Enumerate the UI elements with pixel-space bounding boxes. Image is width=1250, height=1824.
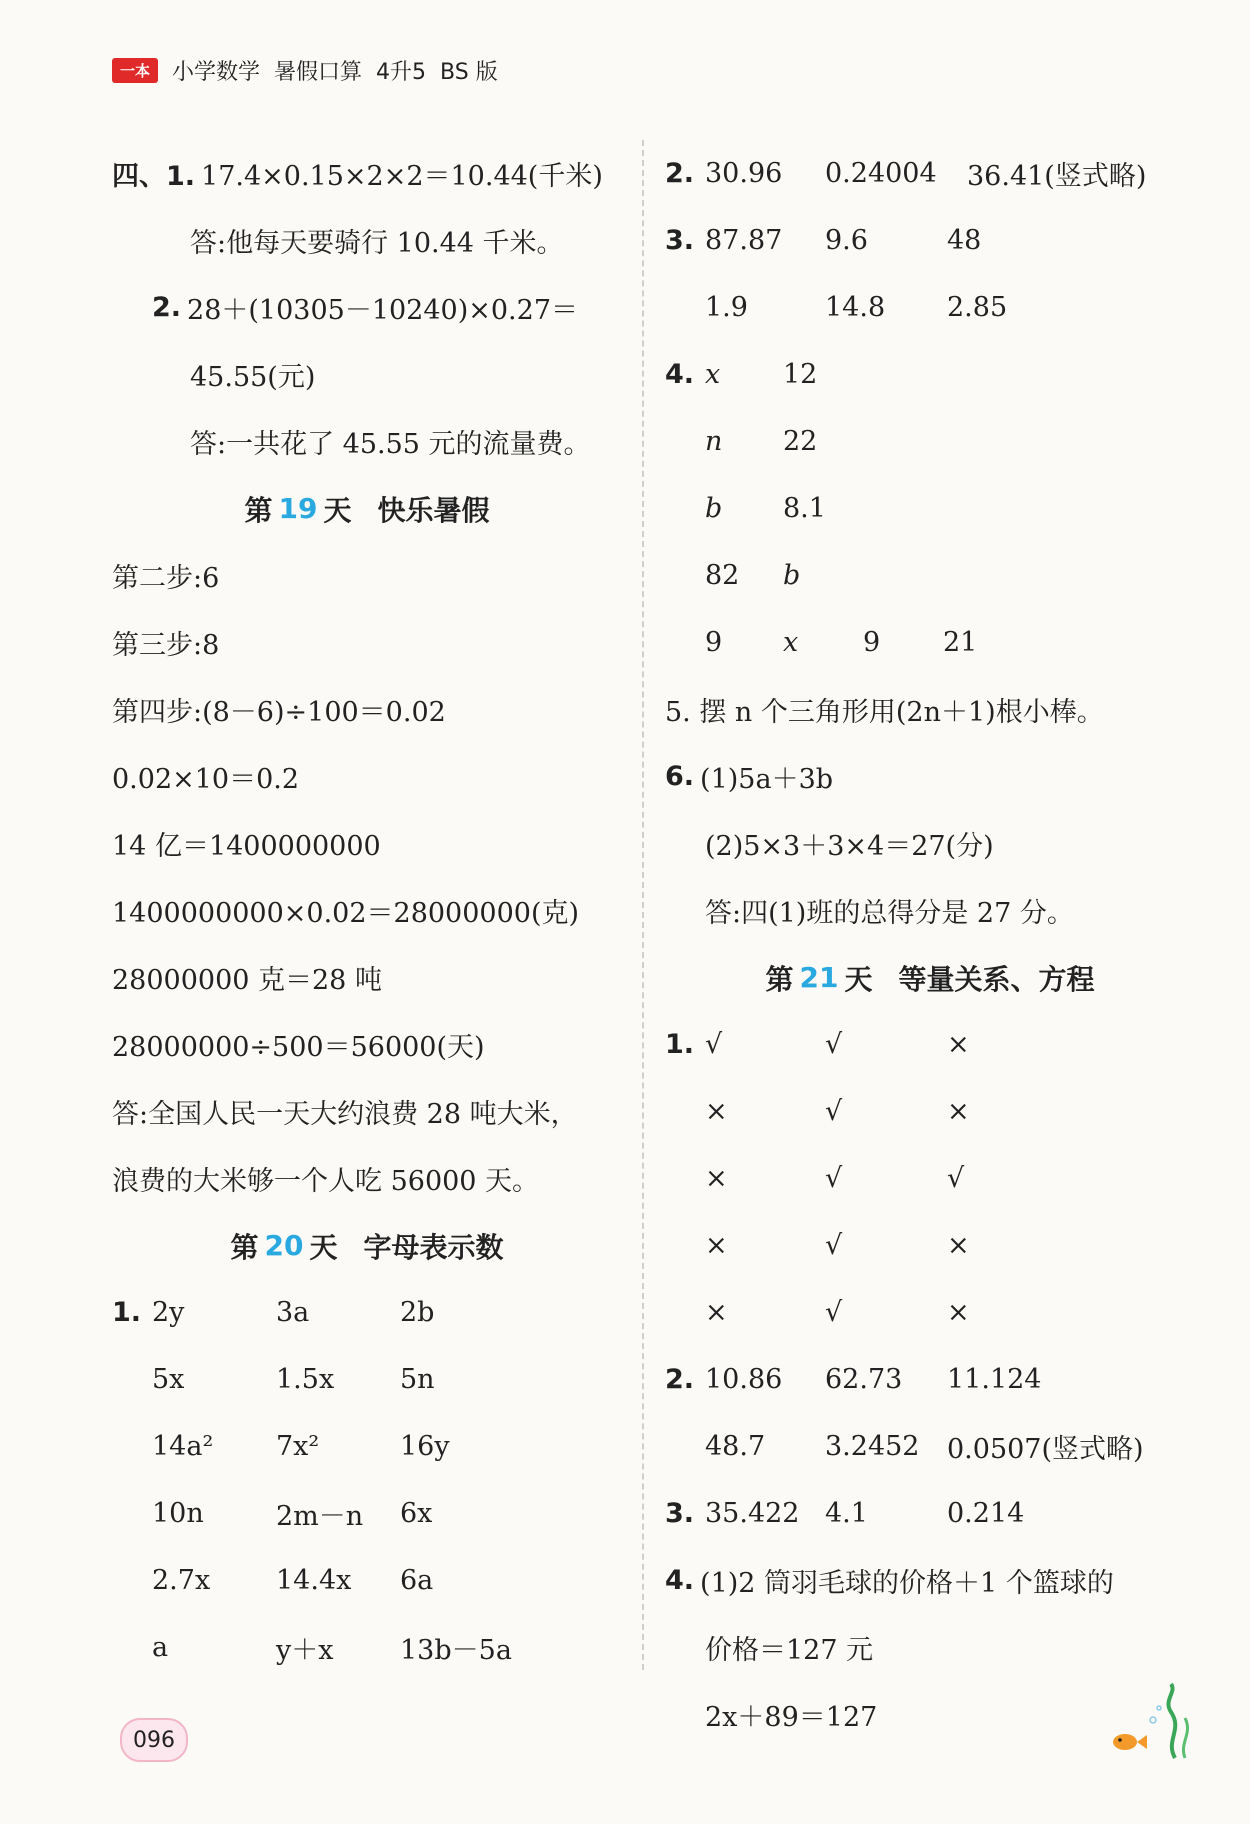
page-number — [120, 1718, 188, 1762]
answer-cell: 62.73 — [825, 1364, 903, 1395]
question-number: 四、1. — [112, 161, 196, 192]
mark-cell: × — [705, 1163, 728, 1194]
answer-line — [665, 877, 1195, 944]
answer-row — [665, 140, 1195, 207]
answer-line — [112, 1145, 622, 1212]
day-prefix: 第 — [244, 493, 273, 527]
answer-cell: y＋x — [276, 1635, 334, 1666]
answer-cell: 48 — [947, 225, 982, 256]
day-suffix: 天 — [323, 493, 352, 527]
answer-text: (1)2 筒羽毛球的价格＋1 个篮球的 — [700, 1568, 1114, 1599]
answer-cell: 13b－5a — [400, 1635, 512, 1666]
answer-cell: 16y — [400, 1431, 450, 1462]
answer-cell: n — [705, 426, 723, 457]
answer-text: 28＋(10305－10240)×0.27＝ — [187, 295, 578, 326]
day-number: 21 — [799, 961, 839, 994]
answer-line — [665, 676, 1195, 743]
answer-cell: 21 — [943, 627, 978, 658]
mark-cell: √ — [705, 1029, 723, 1060]
answer-cell: 0.214 — [947, 1498, 1025, 1529]
answer-cell: 2y — [152, 1297, 185, 1328]
answer-cell: b — [705, 493, 723, 524]
answer-line — [112, 743, 622, 810]
answer-text: 第二步:6 — [112, 563, 220, 594]
answer-row — [112, 1279, 622, 1346]
day-suffix: 天 — [309, 1230, 338, 1264]
answer-row — [112, 1480, 622, 1547]
answer-text: 浪费的大米够一个人吃 56000 天。 — [112, 1166, 540, 1197]
answer-text: 答:全国人民一天大约浪费 28 吨大米， — [112, 1099, 578, 1130]
answer-cell: x — [705, 359, 721, 390]
header-grade: 4升5 — [376, 59, 427, 85]
left-column — [112, 140, 622, 1681]
answer-text: (2)5×3＋3×4＝27(分) — [705, 831, 994, 862]
header-subject: 小学数学 — [172, 59, 261, 85]
answer-cell: 1.9 — [705, 292, 748, 323]
answer-row — [665, 1078, 1195, 1145]
answer-line — [665, 810, 1195, 877]
answer-row — [112, 1614, 622, 1681]
question-number: 1. — [665, 1029, 695, 1060]
answer-row — [112, 1413, 622, 1480]
answer-cell: 6a — [400, 1565, 434, 1596]
question-number: 3. — [665, 225, 695, 256]
answer-cell: 22 — [783, 426, 818, 457]
answer-row — [665, 1279, 1195, 1346]
mark-cell: √ — [825, 1163, 843, 1194]
page-header — [112, 52, 498, 88]
answer-line — [112, 542, 622, 609]
answer-line — [112, 1078, 622, 1145]
question-number: 2. — [665, 158, 695, 189]
answer-cell: 2.7x — [152, 1565, 211, 1596]
day-title: 快乐暑假 — [377, 493, 490, 527]
answer-text: 答:一共花了 45.55 元的流量费。 — [190, 429, 591, 460]
answer-text: 45.55(元) — [190, 362, 316, 393]
mark-cell: × — [947, 1297, 970, 1328]
answer-cell: 14.4x — [276, 1565, 352, 1596]
answer-line — [665, 1547, 1195, 1614]
answer-cell: 36.41(竖式略) — [967, 161, 1147, 192]
answer-text: 28000000 克＝28 吨 — [112, 965, 382, 996]
answer-row — [665, 1413, 1195, 1480]
mark-cell: √ — [825, 1230, 843, 1261]
question-number: 4. — [665, 359, 695, 390]
answer-cell: 30.96 — [705, 158, 783, 189]
answer-row — [665, 341, 1195, 408]
day-prefix: 第 — [230, 1230, 259, 1264]
day-number: 19 — [278, 492, 318, 525]
answer-line — [112, 944, 622, 1011]
answer-text: 17.4×0.15×2×2＝10.44(千米) — [201, 161, 603, 192]
day-suffix: 天 — [844, 962, 873, 996]
page-number-text: 096 — [133, 1727, 175, 1753]
mark-cell: √ — [825, 1029, 843, 1060]
answer-cell: 87.87 — [705, 225, 783, 256]
question-number: 2. — [665, 1364, 695, 1395]
answer-row — [665, 207, 1195, 274]
answer-row — [665, 408, 1195, 475]
mark-cell: × — [947, 1230, 970, 1261]
answer-line — [112, 877, 622, 944]
answer-row — [665, 274, 1195, 341]
answer-row — [665, 1480, 1195, 1547]
right-column — [665, 140, 1195, 1748]
answer-row — [665, 1011, 1195, 1078]
answer-text: 0.02×10＝0.2 — [112, 764, 300, 795]
answer-text: 第三步:8 — [112, 630, 220, 661]
day-title: 字母表示数 — [363, 1230, 504, 1264]
answer-text: 5. 摆 n 个三角形用(2n＋1)根小棒。 — [665, 697, 1104, 728]
section-title-day21 — [665, 944, 1195, 1011]
day-number: 20 — [264, 1229, 304, 1262]
answer-cell: 5n — [400, 1364, 435, 1395]
answer-line — [112, 676, 622, 743]
section-title-day19 — [112, 475, 622, 542]
answer-row — [665, 1212, 1195, 1279]
mark-cell: × — [705, 1096, 728, 1127]
answer-cell: 9 — [705, 627, 723, 658]
answer-cell: a — [152, 1632, 169, 1663]
answer-cell: 10.86 — [705, 1364, 783, 1395]
answer-text: (1)5a＋3b — [700, 764, 834, 795]
mark-cell: × — [705, 1297, 728, 1328]
answer-text: 答:四(1)班的总得分是 27 分。 — [705, 898, 1074, 929]
answer-cell: 12 — [783, 359, 818, 390]
answer-cell: 0.24004 — [825, 158, 937, 189]
answer-cell: 14.8 — [825, 292, 886, 323]
mark-cell: × — [947, 1096, 970, 1127]
answer-cell: 1.5x — [276, 1364, 335, 1395]
answer-text: 第四步:(8－6)÷100＝0.02 — [112, 697, 446, 728]
day-title: 等量关系、方程 — [898, 962, 1095, 996]
question-number: 4. — [665, 1565, 695, 1596]
answer-text: 1400000000×0.02＝28000000(克) — [112, 898, 580, 929]
answer-cell: 9 — [863, 627, 881, 658]
mark-cell: √ — [825, 1297, 843, 1328]
answer-cell: 2.85 — [947, 292, 1008, 323]
answer-line — [665, 1614, 1195, 1681]
answer-cell: x — [783, 627, 799, 658]
answer-cell: 4.1 — [825, 1498, 868, 1529]
answer-cell: 11.124 — [947, 1364, 1042, 1395]
mark-cell: × — [947, 1029, 970, 1060]
answer-row — [665, 475, 1195, 542]
answer-text: 28000000÷500＝56000(天) — [112, 1032, 485, 1063]
answer-row — [112, 1346, 622, 1413]
fish-seaweed-icon — [1105, 1680, 1205, 1760]
answer-text: 价格＝127 元 — [705, 1635, 874, 1666]
question-number: 1. — [112, 1297, 142, 1328]
answer-cell: 3a — [276, 1297, 310, 1328]
header-edition: BS 版 — [440, 59, 498, 85]
answer-text: 14 亿＝1400000000 — [112, 831, 381, 862]
answer-line — [112, 408, 622, 475]
answer-row — [665, 1346, 1195, 1413]
answer-cell: b — [783, 560, 801, 591]
answer-cell: 48.7 — [705, 1431, 766, 1462]
answer-cell: 6x — [400, 1498, 433, 1529]
mark-cell: √ — [825, 1096, 843, 1127]
answer-cell: 2m－n — [276, 1501, 364, 1532]
answer-text: 2x＋89＝127 — [705, 1702, 878, 1733]
column-divider — [642, 140, 644, 1670]
answer-cell: 10n — [152, 1498, 204, 1529]
section-title-day20 — [112, 1212, 622, 1279]
mark-cell: √ — [947, 1163, 965, 1194]
answer-line — [112, 810, 622, 877]
answer-line — [112, 140, 622, 207]
question-number: 2. — [152, 292, 182, 323]
answer-cell: 5x — [152, 1364, 185, 1395]
answer-cell: 3.2452 — [825, 1431, 920, 1462]
day-prefix: 第 — [765, 962, 794, 996]
answer-cell: 35.422 — [705, 1498, 800, 1529]
answer-line — [112, 274, 622, 341]
answer-cell: 8.1 — [783, 493, 826, 524]
answer-row — [112, 1547, 622, 1614]
answer-line — [112, 341, 622, 408]
answer-row — [665, 1145, 1195, 1212]
answer-row — [665, 542, 1195, 609]
answer-row — [665, 609, 1195, 676]
header-series: 暑假口算 — [274, 59, 363, 85]
answer-line — [112, 207, 622, 274]
question-number: 6. — [665, 761, 695, 792]
answer-cell: 7x² — [276, 1431, 320, 1462]
answer-cell: 9.6 — [825, 225, 868, 256]
question-number: 3. — [665, 1498, 695, 1529]
answer-line — [112, 1011, 622, 1078]
answer-cell: 0.0507(竖式略) — [947, 1434, 1144, 1465]
brand-logo: 一本 — [112, 58, 158, 83]
answer-cell: 82 — [705, 560, 740, 591]
mark-cell: × — [705, 1230, 728, 1261]
answer-line — [112, 609, 622, 676]
answer-line — [665, 743, 1195, 810]
answer-text: 答:他每天要骑行 10.44 千米。 — [190, 228, 564, 259]
answer-cell: 14a² — [152, 1431, 214, 1462]
answer-cell: 2b — [400, 1297, 435, 1328]
